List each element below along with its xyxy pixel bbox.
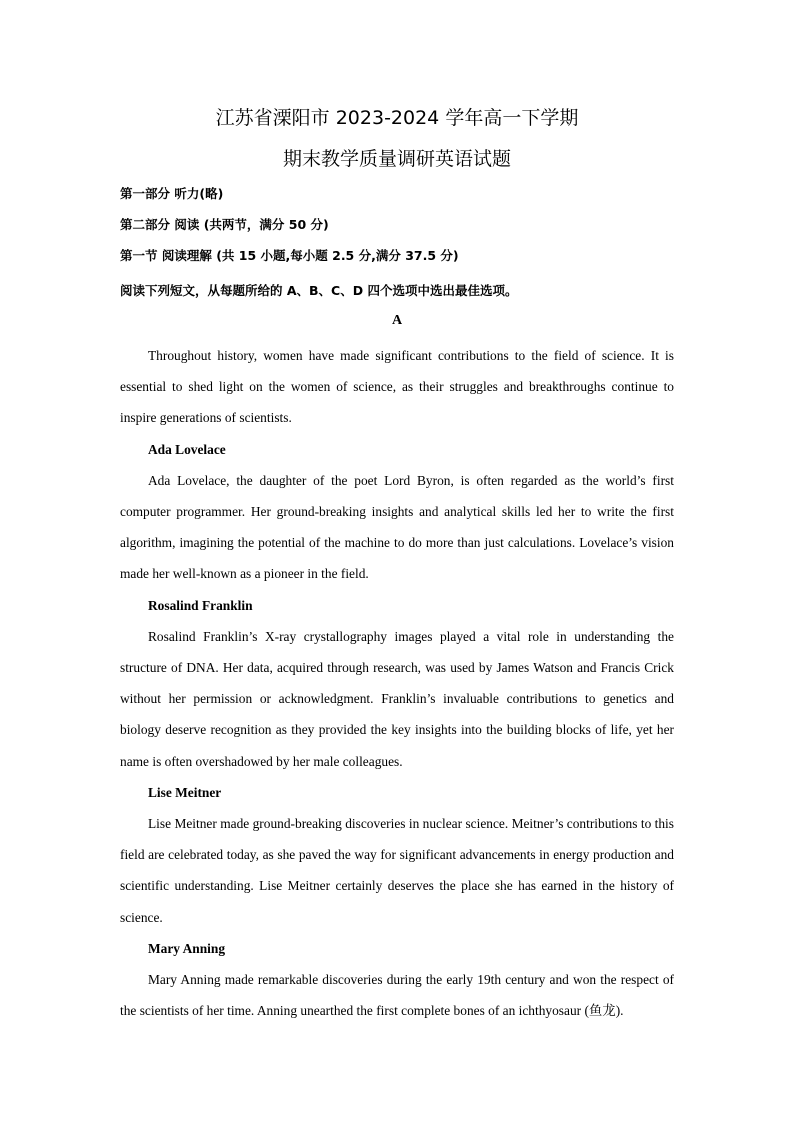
section-heading-meitner: Lise Meitner	[148, 784, 222, 800]
section-text-meitner: Lise Meitner made ground-breaking discoveries in nuclear science. Meitner’s contributions to this field are celebrated today, as she paved the way for significant advancements in energy production and scientific understanding. Lise Meitner certainly deserves the place she has earned in the history of science.	[120, 816, 674, 925]
section-text-franklin: Rosalind Franklin’s X-ray crystallography images played a vital role in understanding the structure of DNA. Her data, acquired through research, was used by James Watson and Francis Crick without her permission or acknowledgment. Franklin’s invaluable contributions to genetics and biology deserve recognition as they provided the key insights into the building blocks of life, yet her name is often overshadowed by her male colleagues.	[120, 628, 674, 769]
passage-label: A	[391, 313, 403, 328]
reading-instruction: 阅读下列短文，从每题所给的 A、B、C、D 四个选项中选出最佳选项。	[120, 283, 518, 298]
section-heading-lovelace: Ada Lovelace	[148, 441, 226, 457]
document-title-line2: 期末教学质量调研英语试题	[282, 148, 511, 170]
section-heading-anning: Mary Anning	[148, 940, 226, 956]
passage-intro: Throughout history, women have made significant contributions to the field of science. It is essential to shed light on the women of science, as their struggles and breakthroughs continue to inspire generations of scientists.	[120, 348, 674, 426]
part2-heading: 第二部分 阅读 (共两节，满分 50 分)	[120, 217, 329, 232]
section1-heading: 第一节 阅读理解 (共 15 小题,每小题 2.5 分,满分 37.5 分)	[120, 248, 459, 263]
section-heading-franklin: Rosalind Franklin	[148, 597, 253, 613]
section-text-lovelace: Ada Lovelace, the daughter of the poet Lord Byron, is often regarded as the world’s first computer programmer. Her ground-breaking insights and analytical skills led her to write the first algorithm, imagining the potential of the machine to do more than just calculations. Lovelace’s vision made her well-known as a pioneer in the field.	[120, 472, 674, 582]
part1-heading: 第一部分 听力(略)	[120, 186, 224, 201]
passage-body	[120, 340, 674, 1026]
document-title-line1: 江苏省溧阳市 2023-2024 学年高一下学期	[215, 107, 579, 129]
section-text-anning: Mary Anning made remarkable discoveries during the early 19th century and won the respect of the scientists of her time. Anning unearthed the first complete bones of an ichthyosaur (鱼龙).	[120, 972, 674, 1019]
